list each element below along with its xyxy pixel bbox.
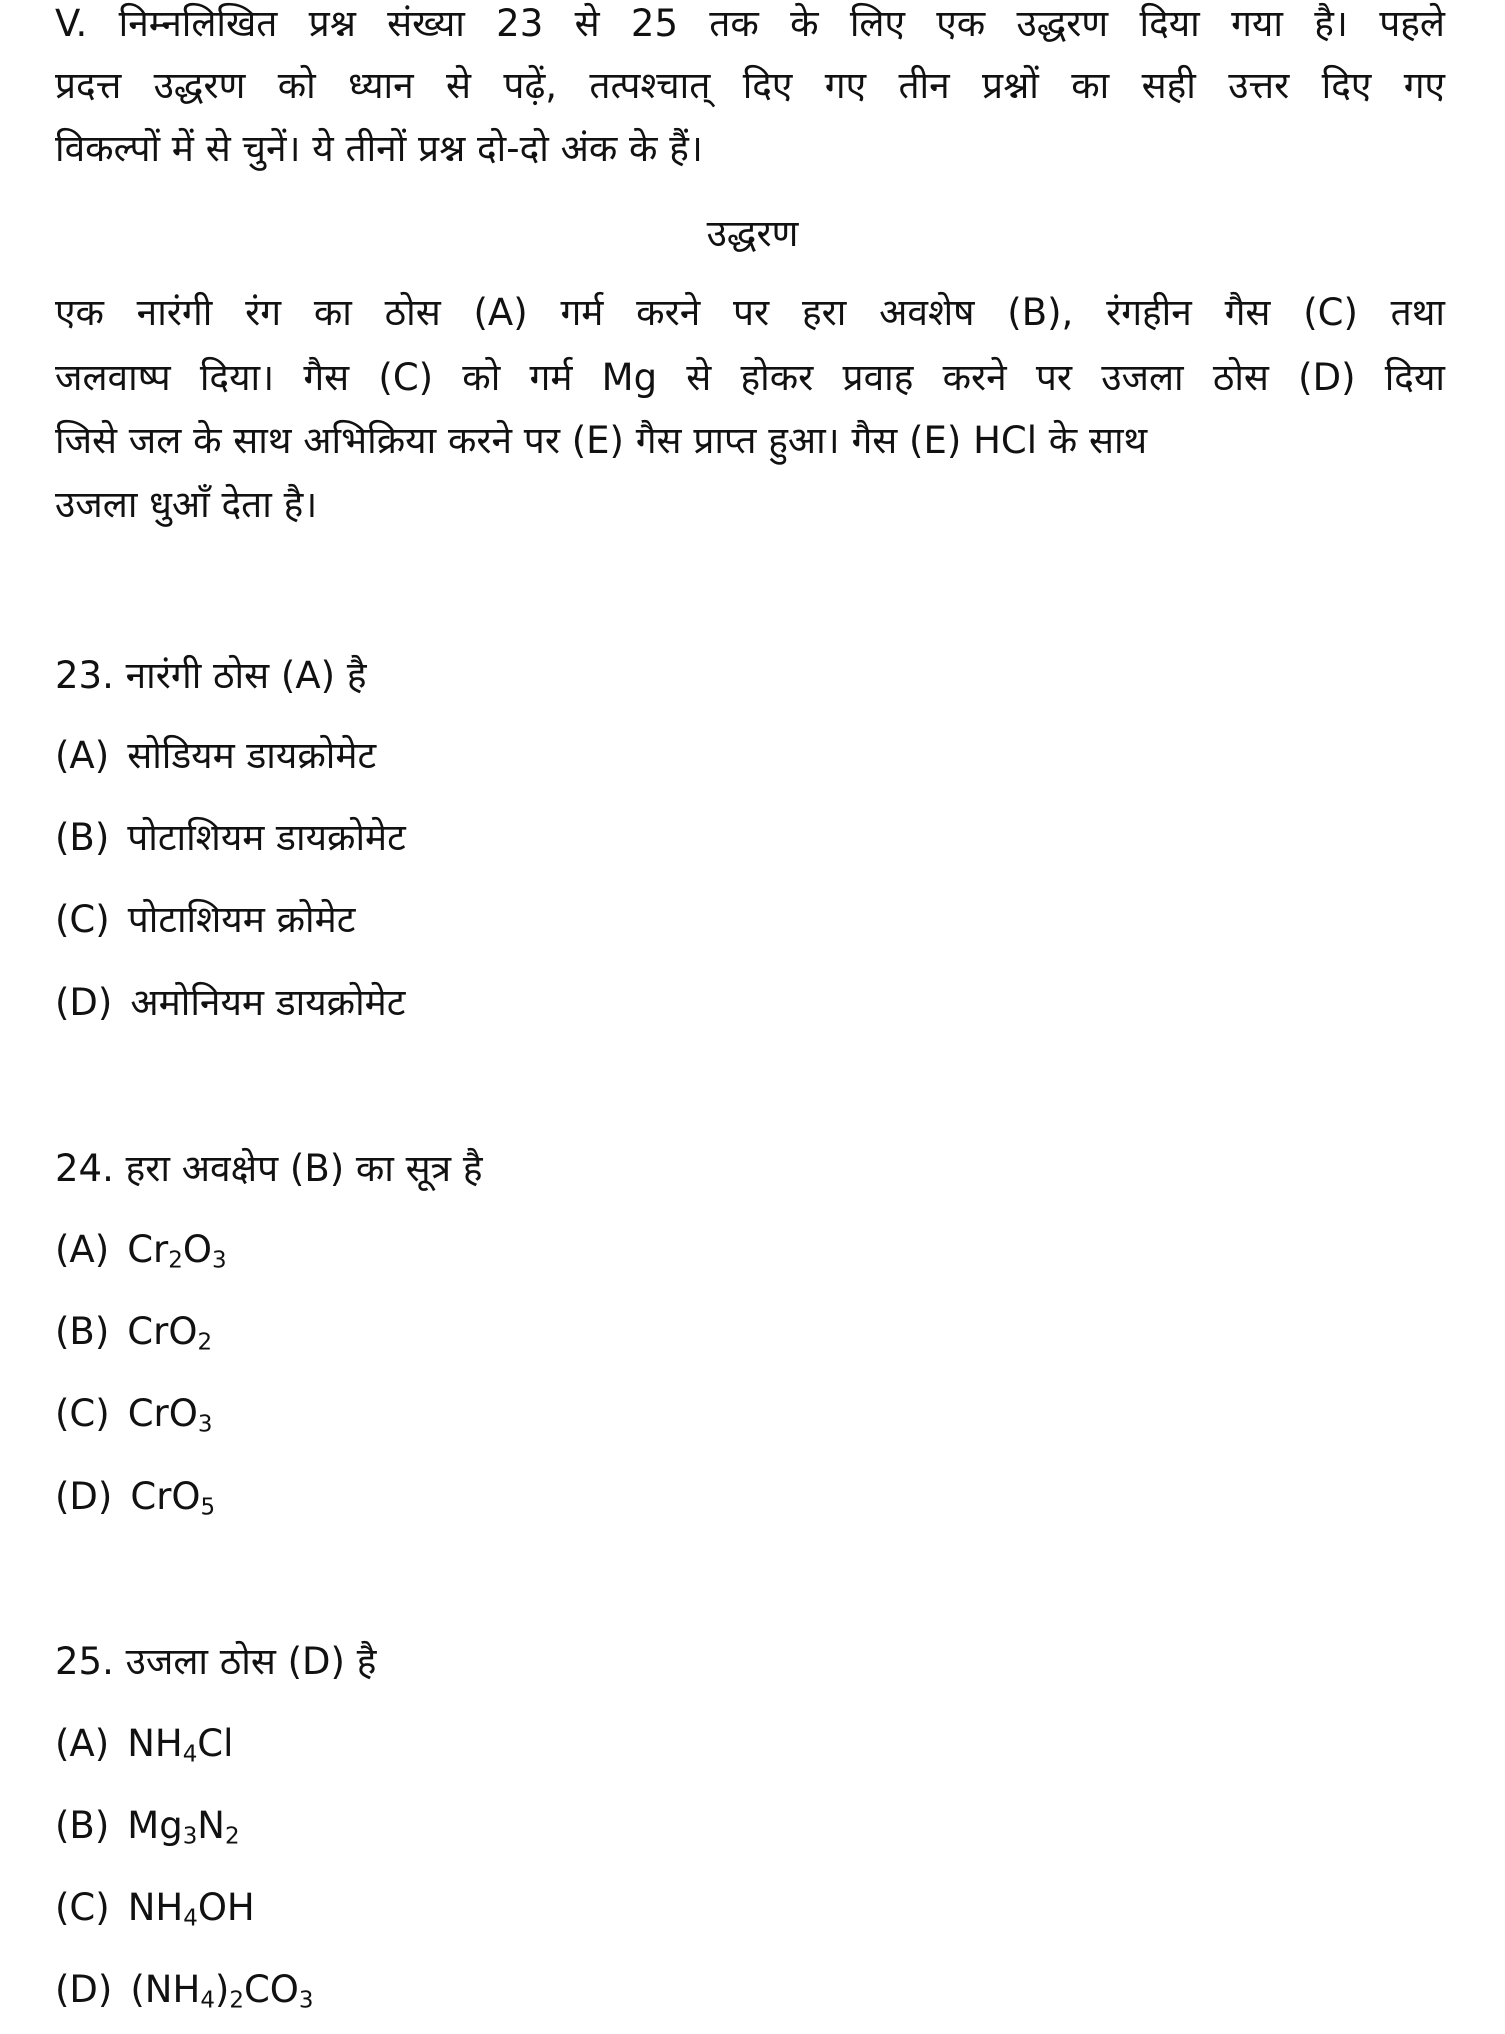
question-25 <box>55 1638 376 1686</box>
formula: CrO$_2$ <box>127 1310 213 1356</box>
option-label: (B) <box>55 1804 110 1847</box>
option-label: (B) <box>55 816 110 859</box>
formula: $NH_4Cl$ <box>127 1722 234 1768</box>
q23-option-d[interactable] <box>55 979 405 1027</box>
question-text: उजला ठोस (D) है <box>125 1640 377 1683</box>
q24-option-a[interactable] <box>55 1226 227 1274</box>
option-text: अमोनियम डायक्रोमेट <box>130 981 406 1024</box>
q25-option-b[interactable] <box>55 1802 240 1850</box>
q23-option-c[interactable] <box>55 896 355 944</box>
q25-option-d[interactable] <box>55 1966 314 2014</box>
passage-line-4: उजला धुआँ देता है। <box>55 483 318 526</box>
q23-option-a[interactable] <box>55 732 376 780</box>
passage-heading: उद्धरण <box>706 212 799 255</box>
formula: $(NH_4)_2CO_3$ <box>130 1968 314 2014</box>
formula: $NH_4OH$ <box>127 1886 255 1932</box>
q25-option-c[interactable] <box>55 1884 255 1932</box>
q23-option-b[interactable] <box>55 814 406 862</box>
q24-option-d[interactable] <box>55 1473 215 1521</box>
option-text: पोटाशियम क्रोमेट <box>127 898 356 941</box>
question-number: 23. <box>55 654 114 697</box>
option-label: (C) <box>55 1886 110 1929</box>
question-number: 24. <box>55 1147 114 1190</box>
formula: $Cr_2O_3$ <box>127 1228 227 1274</box>
passage-line-2: जलवाष्प दिया। गैस (C) को गर्म Mg से होकर प्रवाह करने पर उजला ठोस (D) दिया <box>55 356 1445 399</box>
instruction-line-3: विकल्पों में से चुनें। ये तीनों प्रश्न दो-दो अंक के हैं। <box>55 127 703 170</box>
formula: CrO$_3$ <box>127 1392 213 1438</box>
option-label: (D) <box>55 1475 113 1518</box>
question-number: 25. <box>55 1640 114 1683</box>
formula: $Mg_3N_2$ <box>127 1804 240 1850</box>
option-label: (D) <box>55 981 113 1024</box>
question-text: नारंगी ठोस (A) है <box>125 654 367 697</box>
option-label: (A) <box>55 1228 110 1271</box>
option-label: (B) <box>55 1310 110 1353</box>
question-24 <box>55 1145 483 1193</box>
q25-option-a[interactable] <box>55 1720 233 1768</box>
q24-option-b[interactable] <box>55 1308 212 1356</box>
option-text: पोटाशियम डायक्रोमेट <box>127 816 406 859</box>
passage-line-3: जिसे जल के साथ अभिक्रिया करने पर (E) गैस प्राप्त हुआ। गैस (E) HCl के साथ <box>55 419 1148 462</box>
question-text: हरा अवक्षेप (B) का सूत्र है <box>125 1147 483 1190</box>
option-label: (A) <box>55 734 110 777</box>
q24-option-c[interactable] <box>55 1390 212 1438</box>
option-label: (A) <box>55 1722 110 1765</box>
passage-line-1: एक नारंगी रंग का ठोस (A) गर्म करने पर हरा अवशेष (B), रंगहीन गैस (C) तथा <box>55 291 1445 334</box>
option-label: (D) <box>55 1968 113 2011</box>
question-23 <box>55 652 366 700</box>
formula: CrO$_5$ <box>130 1475 216 1521</box>
option-label: (C) <box>55 898 110 941</box>
option-label: (C) <box>55 1392 110 1435</box>
instruction-line-1: V. निम्नलिखित प्रश्न संख्या 23 से 25 तक के लिए एक उद्धरण दिया गया है। पहले <box>55 2 1445 45</box>
instruction-line-2: प्रदत्त उद्धरण को ध्यान से पढ़ें, तत्पश्चात् दिए गए तीन प्रश्नों का सही उत्तर दिए गए <box>55 64 1445 107</box>
option-text: सोडियम डायक्रोमेट <box>127 734 377 777</box>
